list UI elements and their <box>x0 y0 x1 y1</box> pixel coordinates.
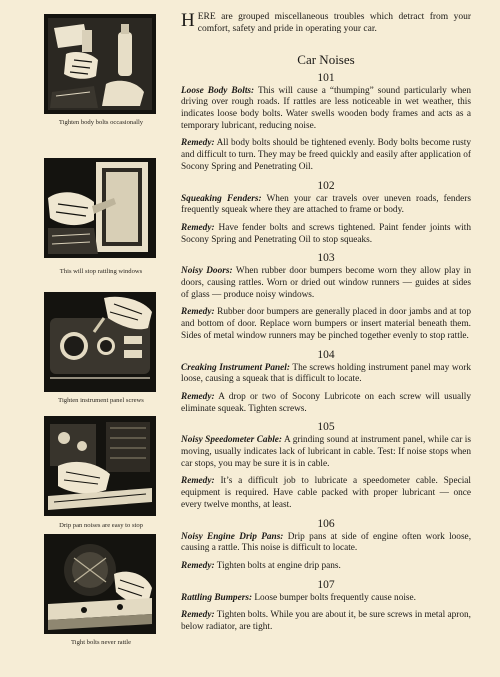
remedy-label: Remedy: <box>181 307 215 318</box>
remedy-label: Remedy: <box>181 610 215 621</box>
item-number: 106 <box>317 517 335 530</box>
illustration-caption: Tight bolts never rattle <box>70 639 131 646</box>
intro-text: ERE are grouped miscellaneous troubles which detract from your comfort, safety and pride in operating your car. <box>197 12 471 34</box>
item-text: When rubber door bumpers become worn they allow play in doors, causing rattles. Worn or dried out window runners — guides at sides of glass — produce noisy windows. <box>181 266 472 300</box>
item-remedy <box>181 476 471 511</box>
illustration-caption: This will stop rattling windows <box>59 268 143 275</box>
item-number: 101 <box>317 71 335 84</box>
item-description <box>181 266 471 301</box>
item-text: A grinding sound at instrument panel, while car is moving, usually indicates lack of lubricant in cable. Test: If noise stops when car stops, you may be sure it is in cable. <box>181 435 471 469</box>
intro-paragraph <box>181 12 471 36</box>
item-description <box>181 532 471 555</box>
item-remedy <box>181 223 471 246</box>
remedy-label: Remedy: <box>181 222 215 233</box>
item-text: When your car travels over uneven roads, fenders frequently squeak where they are attached to frame or body. <box>181 193 472 216</box>
window-runner-pliers-illustration <box>44 158 156 258</box>
remedy-text: Tighten bolts at engine drip pans. <box>216 560 341 571</box>
item-remedy <box>181 610 471 633</box>
noise-item <box>181 421 471 511</box>
item-text: The screws holding instrument panel may work loose, causing a squeak that is difficult to locate. <box>181 362 471 385</box>
item-title: Noisy Engine Drip Pans: <box>181 531 284 542</box>
item-remedy <box>181 392 471 415</box>
item-title: Creaking Instrument Panel: <box>181 362 290 373</box>
item-text: This will cause a “thumping” sound particularly when driving over rough roads. If rattles are less noticeable in wet weather, this indicates loose body bolts. Water swells wooden body frames and acts as a temporary lubricant, reducing noise. <box>181 85 471 131</box>
item-title: Noisy Speedometer Cable: <box>181 435 283 446</box>
noise-item <box>181 180 471 247</box>
instrument-panel-screwdriver-illustration <box>44 292 156 392</box>
engine-drip-pan-illustration <box>44 416 156 516</box>
remedy-text: It’s a difficult job to lubricate a speedometer cable. Special equipment is required. Have cable packed with proper lubricant — once every twelve months, at least. <box>181 476 472 510</box>
item-description <box>181 194 471 217</box>
item-text: Drip pans at side of engine often work loose, causing a rattle. This noise is difficult to locate. <box>181 531 472 554</box>
item-description <box>181 363 471 386</box>
item-number: 103 <box>317 252 335 265</box>
item-title: Noisy Doors: <box>181 266 233 277</box>
illustration-caption: Drip pan noises are easy to stop <box>59 522 143 529</box>
noise-item <box>181 349 471 416</box>
remedy-label: Remedy: <box>181 391 215 402</box>
remedy-label: Remedy: <box>181 476 215 487</box>
illustration-caption: Tighten instrument panel screws <box>58 397 144 404</box>
item-remedy <box>181 307 471 342</box>
remedy-label: Remedy: <box>181 138 215 149</box>
drop-cap: H <box>181 10 196 31</box>
remedy-text: All body bolts should be tightened evenly. Body bolts become rusty and difficult to turn. They may be freed quickly and easily after application of Socony Spring and Penetrating Oil. <box>181 138 471 172</box>
item-remedy <box>181 561 471 573</box>
item-text: Loose bumper bolts frequently cause noise. <box>254 592 416 603</box>
hand-tightening-bolt-illustration <box>44 14 156 114</box>
item-number: 104 <box>317 348 335 361</box>
remedy-text: Tighten bolts. While you are about it, be sure screws in metal apron, below radiator, are tight. <box>181 610 472 633</box>
item-remedy <box>181 138 471 173</box>
item-description <box>181 593 471 605</box>
remedy-text: Rubber door bumpers are generally placed in door jambs and at top and bottom of door. Replace worn bumpers or insert material beneath them. Sides of metal window runners may be pinched together evenly to stop rattle. <box>181 307 471 341</box>
item-number: 105 <box>317 421 335 434</box>
item-title: Rattling Bumpers: <box>181 592 253 603</box>
noise-item <box>181 579 471 634</box>
noise-item <box>181 518 471 573</box>
item-description <box>181 86 471 133</box>
noise-items <box>181 72 471 634</box>
item-number: 107 <box>317 578 335 591</box>
item-number: 102 <box>317 179 335 192</box>
noise-item <box>181 72 471 174</box>
remedy-text: Have fender bolts and screws tightened. Paint fender joints with Socony Spring and Penetrating Oil to stop squeaks. <box>181 222 471 245</box>
illustration-caption: Tighten body bolts occasionally <box>58 119 144 126</box>
item-title: Loose Body Bolts: <box>181 85 255 96</box>
bumper-bolt-wrench-illustration <box>44 534 156 634</box>
remedy-label: Remedy: <box>181 560 215 571</box>
remedy-text: A drop or two of Socony Lubricote on each screw will usually eliminate squeak. Tighten screws. <box>181 391 471 414</box>
item-description <box>181 435 471 470</box>
text-column <box>181 12 471 640</box>
noise-item <box>181 252 471 342</box>
item-title: Squeaking Fenders: <box>181 193 262 204</box>
section-title: Car Noises <box>297 51 355 67</box>
